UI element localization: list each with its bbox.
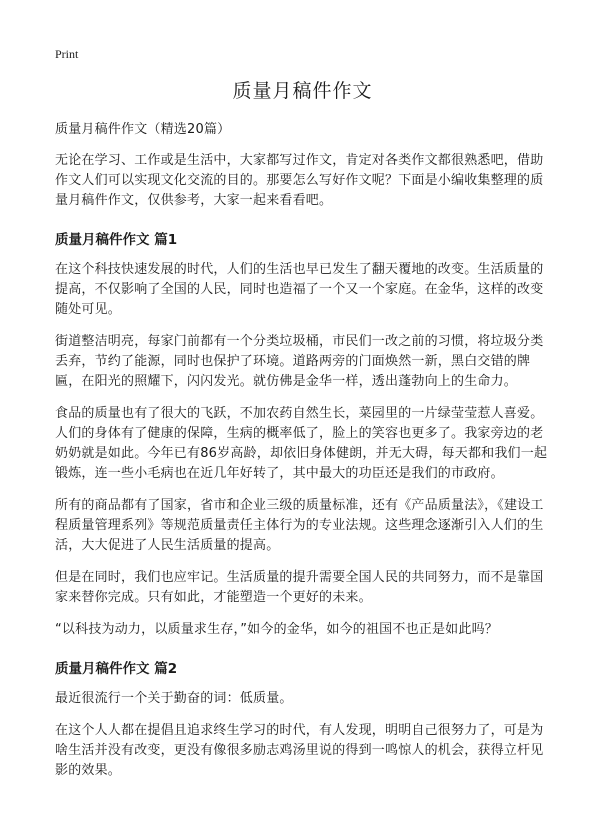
paragraph: 但是在同时，我们也应牢记。生活质量的提升需要全国人民的共同努力，而不是靠国家来替你完成。只有如此，才能塑造一个更好的未来。 — [55, 570, 544, 605]
paragraph: 街道整洁明亮，每家门前都有一个分类垃圾桶，市民们一改之前的习惯，将垃圾分类丢弃，节约了能源，同时也保护了环境。道路两旁的门面焕然一新，黑白交错的牌匾，在阳光的照耀下，闪闪发光。就仿佛是金华一样，透出蓬勃向上的生命力。 — [55, 334, 544, 389]
section-heading-1: 质量月稿件作文 篇1 — [55, 232, 178, 248]
intro-paragraph: 无论在学习、工作或是生活中，大家都写过作文，肯定对各类作文都很熟悉吧，借助作文人们可以实现文化交流的目的。那要怎么写好作文呢？下面是小编收集整理的质量月稿件作文，仅供参考，大家一起来看看吧。 — [55, 153, 544, 208]
document-subtitle: 质量月稿件作文（精选20篇） — [55, 122, 231, 137]
document-body — [55, 76, 550, 793]
paragraph: 在这个科技快速发展的时代，人们的生活也早已发生了翻天覆地的改变。生活质量的提高，不仅影响了全国的人民，同时也造福了一个又一个家庭。在金华，这样的改变随处可见。 — [55, 262, 544, 317]
paragraph: “以科技为动力，以质量求生存，”如今的金华，如今的祖国不也正是如此吗？ — [55, 622, 498, 637]
paragraph: 食品的质量也有了很大的飞跃，不加农药自然生长，菜园里的一片绿莹莹惹人喜爱。人们的身体有了健康的保障，生病的概率低了，脸上的笑容也更多了。我家旁边的老奶奶就是如此。今年已有86岁高龄，却依旧身体健朗，并无大碍，每天都和我们一起锻炼，连一些小毛病也在近几年好转了，其中最大的功臣还是我们的市政府。 — [55, 406, 548, 481]
page-title: 质量月稿件作文 — [232, 80, 373, 102]
paragraph: 在这个人人都在提倡且追求终生学习的时代，有人发现，明明自己很努力了，可是为啥生活并没有改变，更没有像很多励志鸡汤里说的得到一鸣惊人的机会，获得立杆见影的效果。 — [55, 723, 544, 778]
print-link[interactable]: Print — [55, 47, 79, 61]
paragraph: 最近很流行一个关于勤奋的词：低质量。 — [55, 691, 293, 706]
section-heading-2: 质量月稿件作文 篇2 — [55, 661, 178, 677]
paragraph: 所有的商品都有了国家，省市和企业三级的质量标准，还有《产品质量法》，《建设工程质量管理系列》等规范质量责任主体行为的专业法规。这些理念逐渐引入人们的生活，大大促进了人民生活质量的提高。 — [55, 498, 544, 553]
